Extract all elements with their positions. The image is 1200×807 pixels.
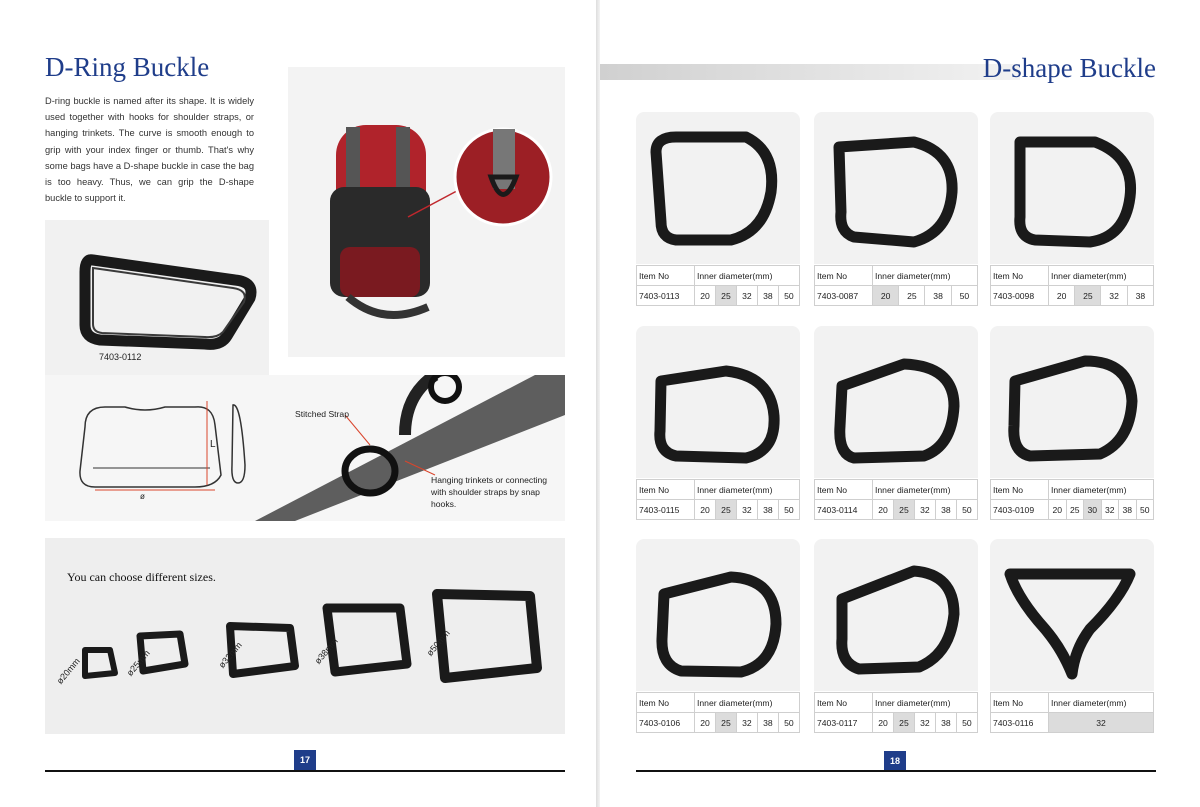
- sizes-caption: You can choose different sizes.: [67, 570, 216, 584]
- title-banner: [600, 64, 1020, 80]
- size-label-25: ø25mm: [124, 648, 152, 678]
- item-code: 7403-0115: [637, 500, 695, 520]
- size-label-38: ø38mm: [312, 636, 340, 666]
- buckle-photo: [990, 539, 1154, 691]
- diameter-value: 30: [1084, 500, 1102, 520]
- diameter-value: 20: [873, 500, 894, 520]
- spec-table: [636, 265, 800, 306]
- item-no-header: Item No: [637, 693, 695, 713]
- spec-table: [636, 479, 800, 520]
- description-text: D-ring buckle is named after its shape. It is widely used together with hooks for shoulder straps, or hanging trinkets. The curve is smooth enough to grip with your index finger or thumb. That's why some bags have a D-shape buckle in case the bag is too heavy. Thus, we can grip the D-shape buckle to support it.: [45, 96, 254, 204]
- inner-diameter-header: Inner diameter(mm): [695, 480, 800, 500]
- size-comparison-image: [45, 538, 565, 734]
- diameter-value: 20: [1049, 500, 1067, 520]
- left-page: [0, 0, 598, 807]
- spec-table: [814, 479, 978, 520]
- diameter-value: 25: [715, 713, 736, 733]
- page-title: D-shape Buckle: [982, 53, 1156, 83]
- buckle-image: [636, 112, 800, 264]
- item-no-header: Item No: [815, 693, 873, 713]
- diameter-value: 20: [873, 286, 899, 306]
- diameter-value: 25: [1075, 286, 1101, 306]
- d-ring-buckle-image: [45, 220, 269, 375]
- diameter-value: 38: [757, 713, 778, 733]
- backpack-image: [288, 67, 565, 357]
- diameter-value: 20: [695, 713, 716, 733]
- buckle-image: [636, 539, 800, 691]
- buckle-image: [990, 539, 1154, 691]
- footer-rule: [636, 770, 1156, 772]
- inner-diameter-header: Inner diameter(mm): [1049, 480, 1154, 500]
- diameter-label: ø: [140, 492, 145, 501]
- inner-diameter-header: Inner diameter(mm): [873, 266, 978, 286]
- product-card: [636, 539, 800, 736]
- product-card: [636, 112, 800, 309]
- buckle-image: [636, 326, 800, 478]
- diameter-value: 38: [757, 286, 778, 306]
- item-no-header: Item No: [815, 480, 873, 500]
- diameter-value: 50: [951, 286, 977, 306]
- inner-diameter-header: Inner diameter(mm): [695, 266, 800, 286]
- buckle-image: [814, 539, 978, 691]
- diameter-value: 38: [1119, 500, 1137, 520]
- product-card: [814, 112, 978, 309]
- inner-diameter-header: Inner diameter(mm): [1049, 266, 1154, 286]
- diameter-value: 32: [914, 713, 935, 733]
- diameter-value: 50: [956, 713, 977, 733]
- diameter-value: 50: [956, 500, 977, 520]
- diameter-value: 32: [736, 713, 757, 733]
- spec-table: [990, 479, 1154, 520]
- product-card: [990, 112, 1154, 309]
- page-title: D-Ring Buckle: [45, 52, 210, 82]
- diameter-value: 32: [1049, 713, 1154, 733]
- buckle-photo: [814, 112, 978, 264]
- inner-diameter-header: Inner diameter(mm): [695, 693, 800, 713]
- page-number: 17: [294, 750, 316, 770]
- diameter-value: 38: [935, 713, 956, 733]
- product-card: [990, 539, 1154, 736]
- diameter-value: 32: [736, 286, 757, 306]
- buckle-image: [814, 326, 978, 478]
- product-card: [814, 539, 978, 736]
- sizes-panel: [45, 538, 565, 734]
- buckle-image: [814, 112, 978, 264]
- item-code: 7403-0087: [815, 286, 873, 306]
- d-ring-photo: [45, 220, 269, 375]
- item-code: 7403-0116: [991, 713, 1049, 733]
- spec-table: [814, 692, 978, 733]
- diameter-value: 50: [1136, 500, 1154, 520]
- diameter-value: 50: [778, 713, 799, 733]
- spec-table: [990, 265, 1154, 306]
- stitched-strap-label: Stitched Strap: [295, 409, 349, 419]
- diameter-value: 25: [715, 286, 736, 306]
- page-number: 18: [884, 751, 906, 771]
- buckle-photo: [990, 326, 1154, 478]
- diameter-value: 50: [778, 286, 799, 306]
- inner-diameter-header: Inner diameter(mm): [873, 693, 978, 713]
- diameter-value: 38: [757, 500, 778, 520]
- item-no-header: Item No: [637, 480, 695, 500]
- spec-table: [990, 692, 1154, 733]
- footer-rule: [45, 770, 565, 772]
- product-card: [990, 326, 1154, 523]
- diameter-value: 20: [695, 500, 716, 520]
- size-label-20: ø20mm: [54, 656, 82, 686]
- product-code-label: 7403-0112: [99, 352, 142, 362]
- diameter-value: 20: [695, 286, 716, 306]
- size-label-32: ø32mm: [216, 640, 244, 670]
- product-card: [636, 326, 800, 523]
- inner-diameter-header: Inner diameter(mm): [1049, 693, 1154, 713]
- spec-table: [636, 692, 800, 733]
- buckle-image: [990, 112, 1154, 264]
- diameter-value: 25: [1066, 500, 1084, 520]
- buckle-photo: [814, 326, 978, 478]
- item-code: 7403-0113: [637, 286, 695, 306]
- buckle-image: [990, 326, 1154, 478]
- size-label-50: ø50mm: [424, 628, 452, 658]
- diameter-value: 50: [778, 500, 799, 520]
- item-code: 7403-0114: [815, 500, 873, 520]
- diameter-value: 32: [736, 500, 757, 520]
- item-no-header: Item No: [637, 266, 695, 286]
- buckle-photo: [636, 539, 800, 691]
- item-no-header: Item No: [815, 266, 873, 286]
- spec-table: [814, 265, 978, 306]
- diameter-value: 38: [935, 500, 956, 520]
- diameter-value: 20: [1049, 286, 1075, 306]
- item-no-header: Item No: [991, 693, 1049, 713]
- diameter-value: 20: [873, 713, 894, 733]
- buckle-photo: [990, 112, 1154, 264]
- item-no-header: Item No: [991, 480, 1049, 500]
- buckle-photo: [636, 112, 800, 264]
- item-code: 7403-0098: [991, 286, 1049, 306]
- diameter-value: 32: [914, 500, 935, 520]
- hanging-trinkets-label: Hanging trinkets or connecting with shoulder straps by snap hooks.: [431, 475, 548, 509]
- diameter-value: 32: [1101, 286, 1127, 306]
- diameter-value: 38: [1127, 286, 1153, 306]
- length-label: L: [210, 439, 216, 450]
- inner-diameter-header: Inner diameter(mm): [873, 480, 978, 500]
- diameter-value: 25: [893, 713, 914, 733]
- diameter-value: 38: [925, 286, 951, 306]
- item-no-header: Item No: [991, 266, 1049, 286]
- buckle-photo: [814, 539, 978, 691]
- diameter-value: 25: [715, 500, 736, 520]
- buckle-photo: [636, 326, 800, 478]
- item-code: 7403-0109: [991, 500, 1049, 520]
- product-card: [814, 326, 978, 523]
- diameter-value: 32: [1101, 500, 1119, 520]
- backpack-photo: [288, 67, 565, 357]
- diameter-value: 25: [893, 500, 914, 520]
- item-code: 7403-0117: [815, 713, 873, 733]
- diagram-panel: [45, 375, 565, 521]
- right-page: [600, 0, 1200, 807]
- item-code: 7403-0106: [637, 713, 695, 733]
- diameter-value: 25: [899, 286, 925, 306]
